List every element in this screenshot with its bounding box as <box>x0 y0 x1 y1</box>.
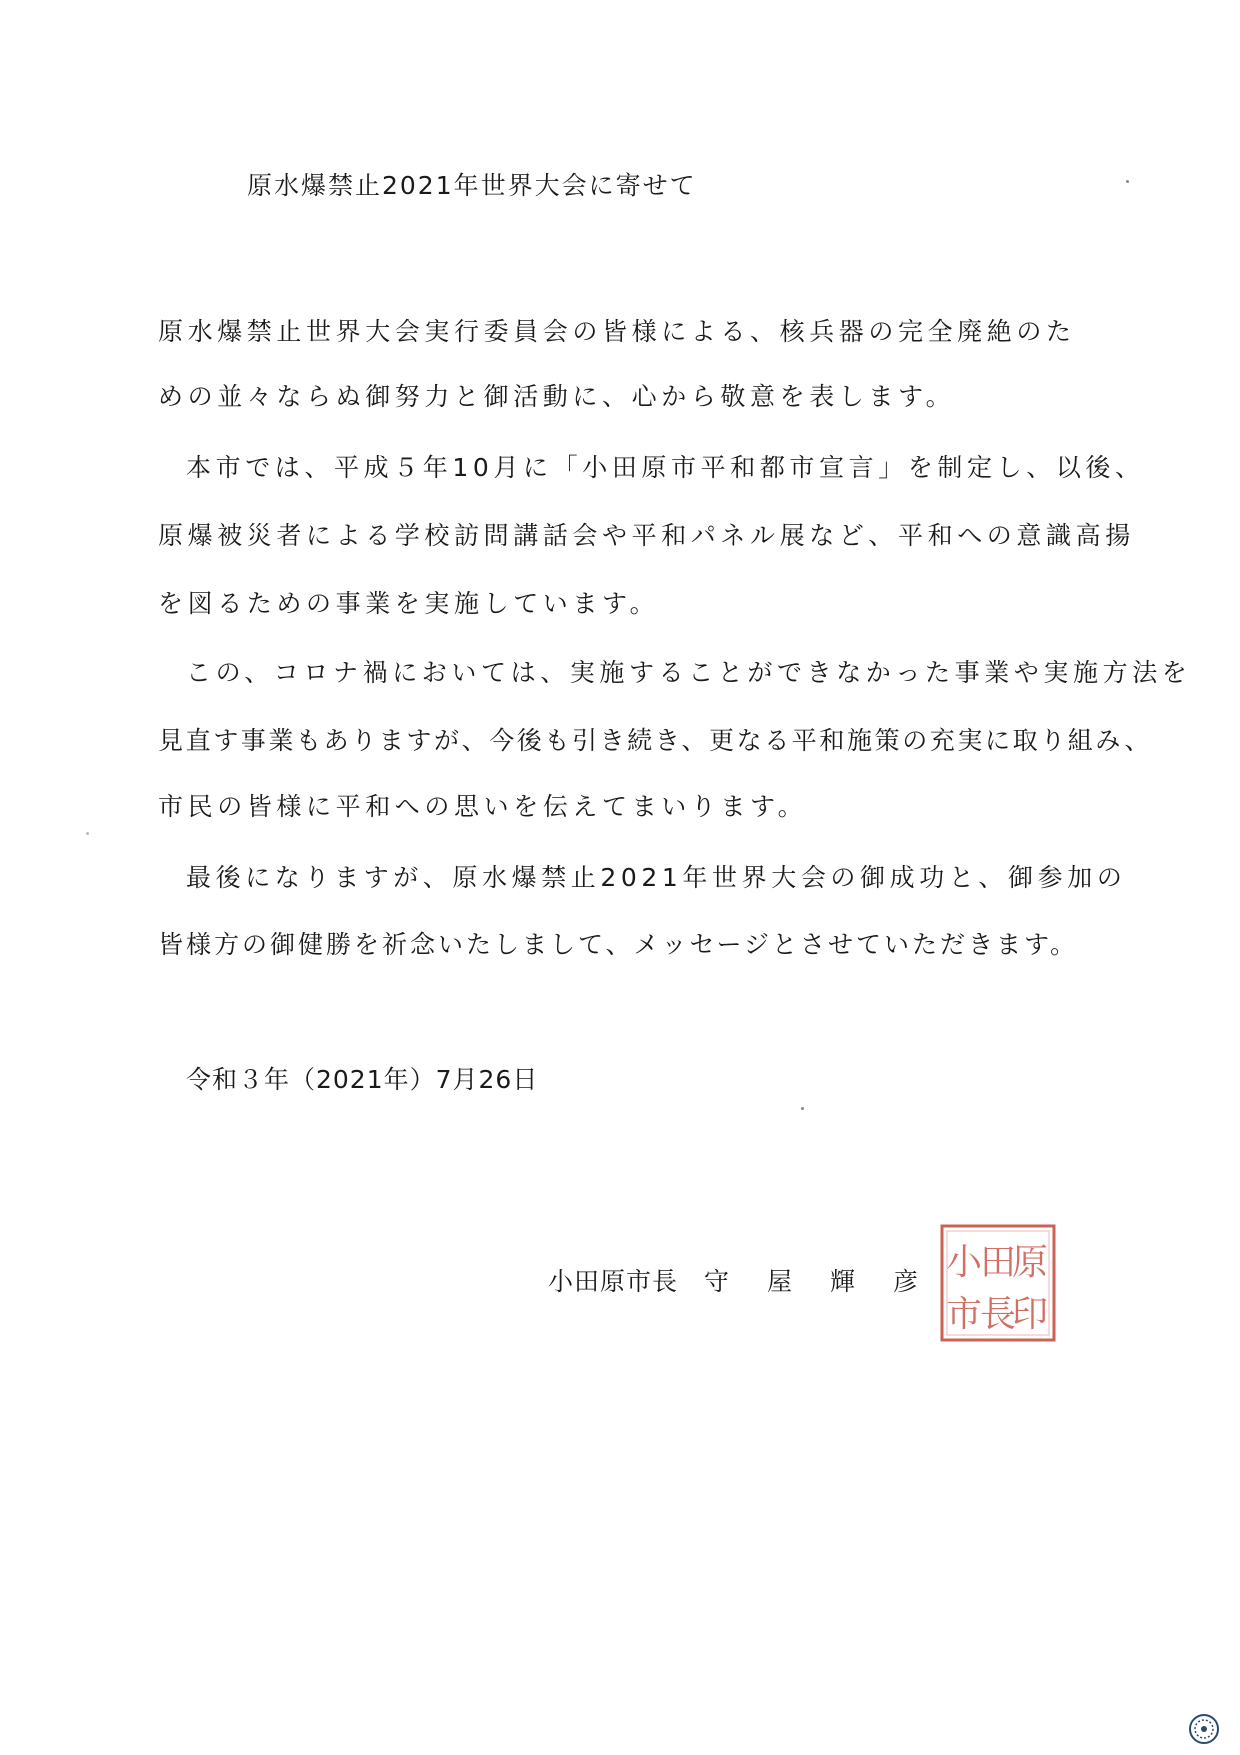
svg-text:印: 印 <box>1011 1294 1049 1335</box>
body-line-5: を図るための事業を実施しています。 <box>158 589 660 618</box>
signature <box>548 1262 956 1298</box>
body-line-8: 市民の皆様に平和への思いを伝えてまいります。 <box>158 792 808 821</box>
svg-text:市: 市 <box>945 1294 983 1335</box>
official-seal <box>938 1222 1058 1344</box>
document-date: 令和３年（2021年）7月26日 <box>186 1065 539 1094</box>
svg-text:原: 原 <box>1011 1242 1049 1283</box>
svg-text:長: 長 <box>979 1294 1017 1335</box>
svg-text:小: 小 <box>945 1242 983 1283</box>
scan-speck <box>86 832 89 835</box>
body-line-7: 見直す事業もありますが、今後も引き続き、更なる平和施策の充実に取り組み、 <box>158 726 1153 755</box>
scan-speck <box>801 1107 804 1110</box>
scan-speck <box>1126 180 1129 183</box>
body-line-10: 皆様方の御健勝を祈念いたしまして、メッセージとさせていただきます。 <box>158 930 1079 959</box>
body-line-6: この、コロナ禍においては、実施することができなかった事業や実施方法を <box>186 658 1192 687</box>
body-line-2: めの並々ならぬ御努力と御活動に、心から敬意を表します。 <box>158 382 956 411</box>
body-line-3: 本市では、平成５年10月に「小田原市平和都市宣言」を制定し、以後、 <box>186 453 1145 482</box>
body-line-9: 最後になりますが、原水爆禁止2021年世界大会の御成功と、御参加の <box>186 863 1127 892</box>
signature-name: 守屋輝彦 <box>704 1267 957 1296</box>
signature-title: 小田原市長 <box>548 1267 679 1296</box>
svg-text:田: 田 <box>979 1242 1017 1283</box>
body-line-4: 原爆被災者による学校訪問講話会や平和パネル展など、平和への意識高揚 <box>158 521 1135 550</box>
body-line-1: 原水爆禁止世界大会実行委員会の皆様による、核兵器の完全廃絶のた <box>158 317 1076 346</box>
corner-stamp-icon <box>1187 1712 1221 1746</box>
document-title: 原水爆禁止2021年世界大会に寄せて <box>247 171 697 200</box>
